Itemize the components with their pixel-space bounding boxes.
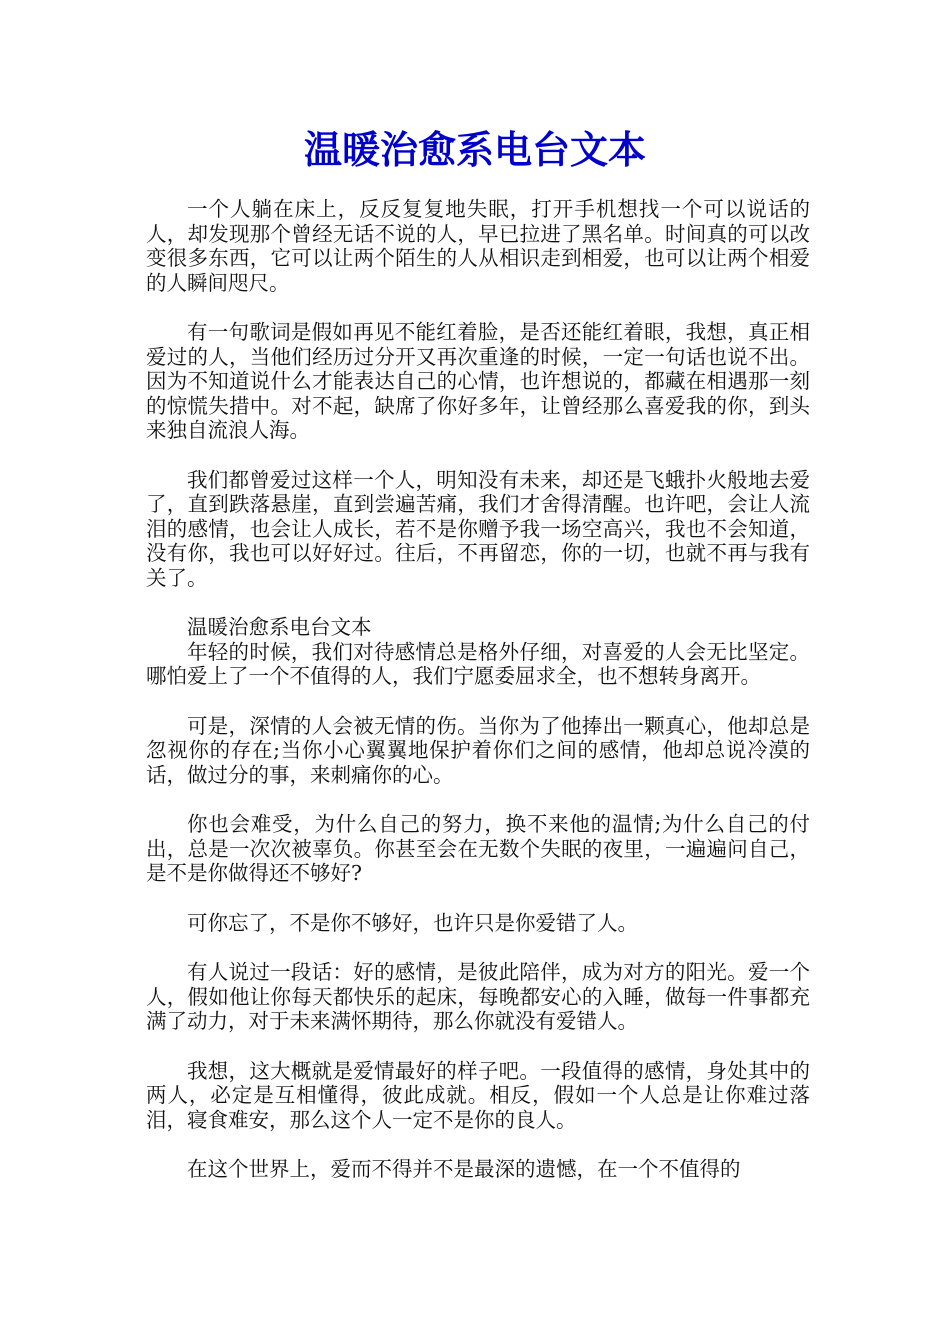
paragraph: 我想，这大概就是爱情最好的样子吧。一段值得的感情，身处其中的两人，必定是互相懂得，彼此成就。相反，假如一个人总是让你难过落泪，寝食难安，那么这个人一定不是你的良人。	[146, 1058, 810, 1132]
paragraph: 年轻的时候，我们对待感情总是格外仔细，对喜爱的人会无比坚定。哪怕爱上了一个不值得的人，我们宁愿委屈求全，也不想转身离开。	[146, 639, 810, 688]
section-heading: 温暖治愈系电台文本	[187, 615, 372, 639]
document-title: 温暖治愈系电台文本	[303, 127, 646, 172]
paragraph: 可是，深情的人会被无情的伤。当你为了他捧出一颗真心，他却总是忽视你的存在;当你小心翼翼地保护着你们之间的感情，他却总说冷漠的话，做过分的事，来刺痛你的心。	[146, 713, 810, 787]
paragraph: 可你忘了，不是你不够好，也许只是你爱错了人。	[187, 910, 638, 935]
paragraph: 你也会难受，为什么自己的努力，换不来他的温情;为什么自己的付出，总是一次次被辜负。你甚至会在无数个失眠的夜里，一遍遍问自己，是不是你做得还不够好?	[146, 812, 810, 885]
paragraph: 一个人躺在床上，反反复复地失眠，打开手机想找一个可以说话的人，却发现那个曾经无话不说的人，早已拉进了黑名单。时间真的可以改变很多东西，它可以让两个陌生的人从相识走到相爱，也可以让两个相爱的人瞬间咫尺。	[146, 197, 810, 295]
document-body	[146, 197, 810, 1207]
paragraph: 在这个世界上，爱而不得并不是最深的遗憾，在一个不值得的	[187, 1157, 741, 1181]
paragraph: 我们都曾爱过这样一个人，明知没有未来，却还是飞蛾扑火般地去爱了，直到跌落悬崖，直到尝遍苦痛，我们才舍得清醒。也许吧，会让人流泪的感情，也会让人成长，若不是你赠予我一场空高兴，我也不会知道，没有你，我也可以好好过。往后，不再留恋，你的一切，也就不再与我有关了。	[146, 467, 810, 590]
paragraph: 有一句歌词是假如再见不能红着脸，是否还能红着眼，我想，真正相爱过的人，当他们经历过分开又再次重逢的时候，一定一句话也说不出。因为不知道说什么才能表达自己的心情，也许想说的，都藏在相遇那一刻的惊慌失措中。对不起，缺席了你好多年，让曾经那么喜爱我的你，到头来独自流浪人海。	[146, 320, 810, 442]
paragraph: 有人说过一段话：好的感情，是彼此陪伴，成为对方的阳光。爱一个人，假如他让你每天都快乐的起床，每晚都安心的入睡，做每一件事都充满了动力，对于未来满怀期待，那么你就没有爱错人。	[146, 960, 810, 1033]
